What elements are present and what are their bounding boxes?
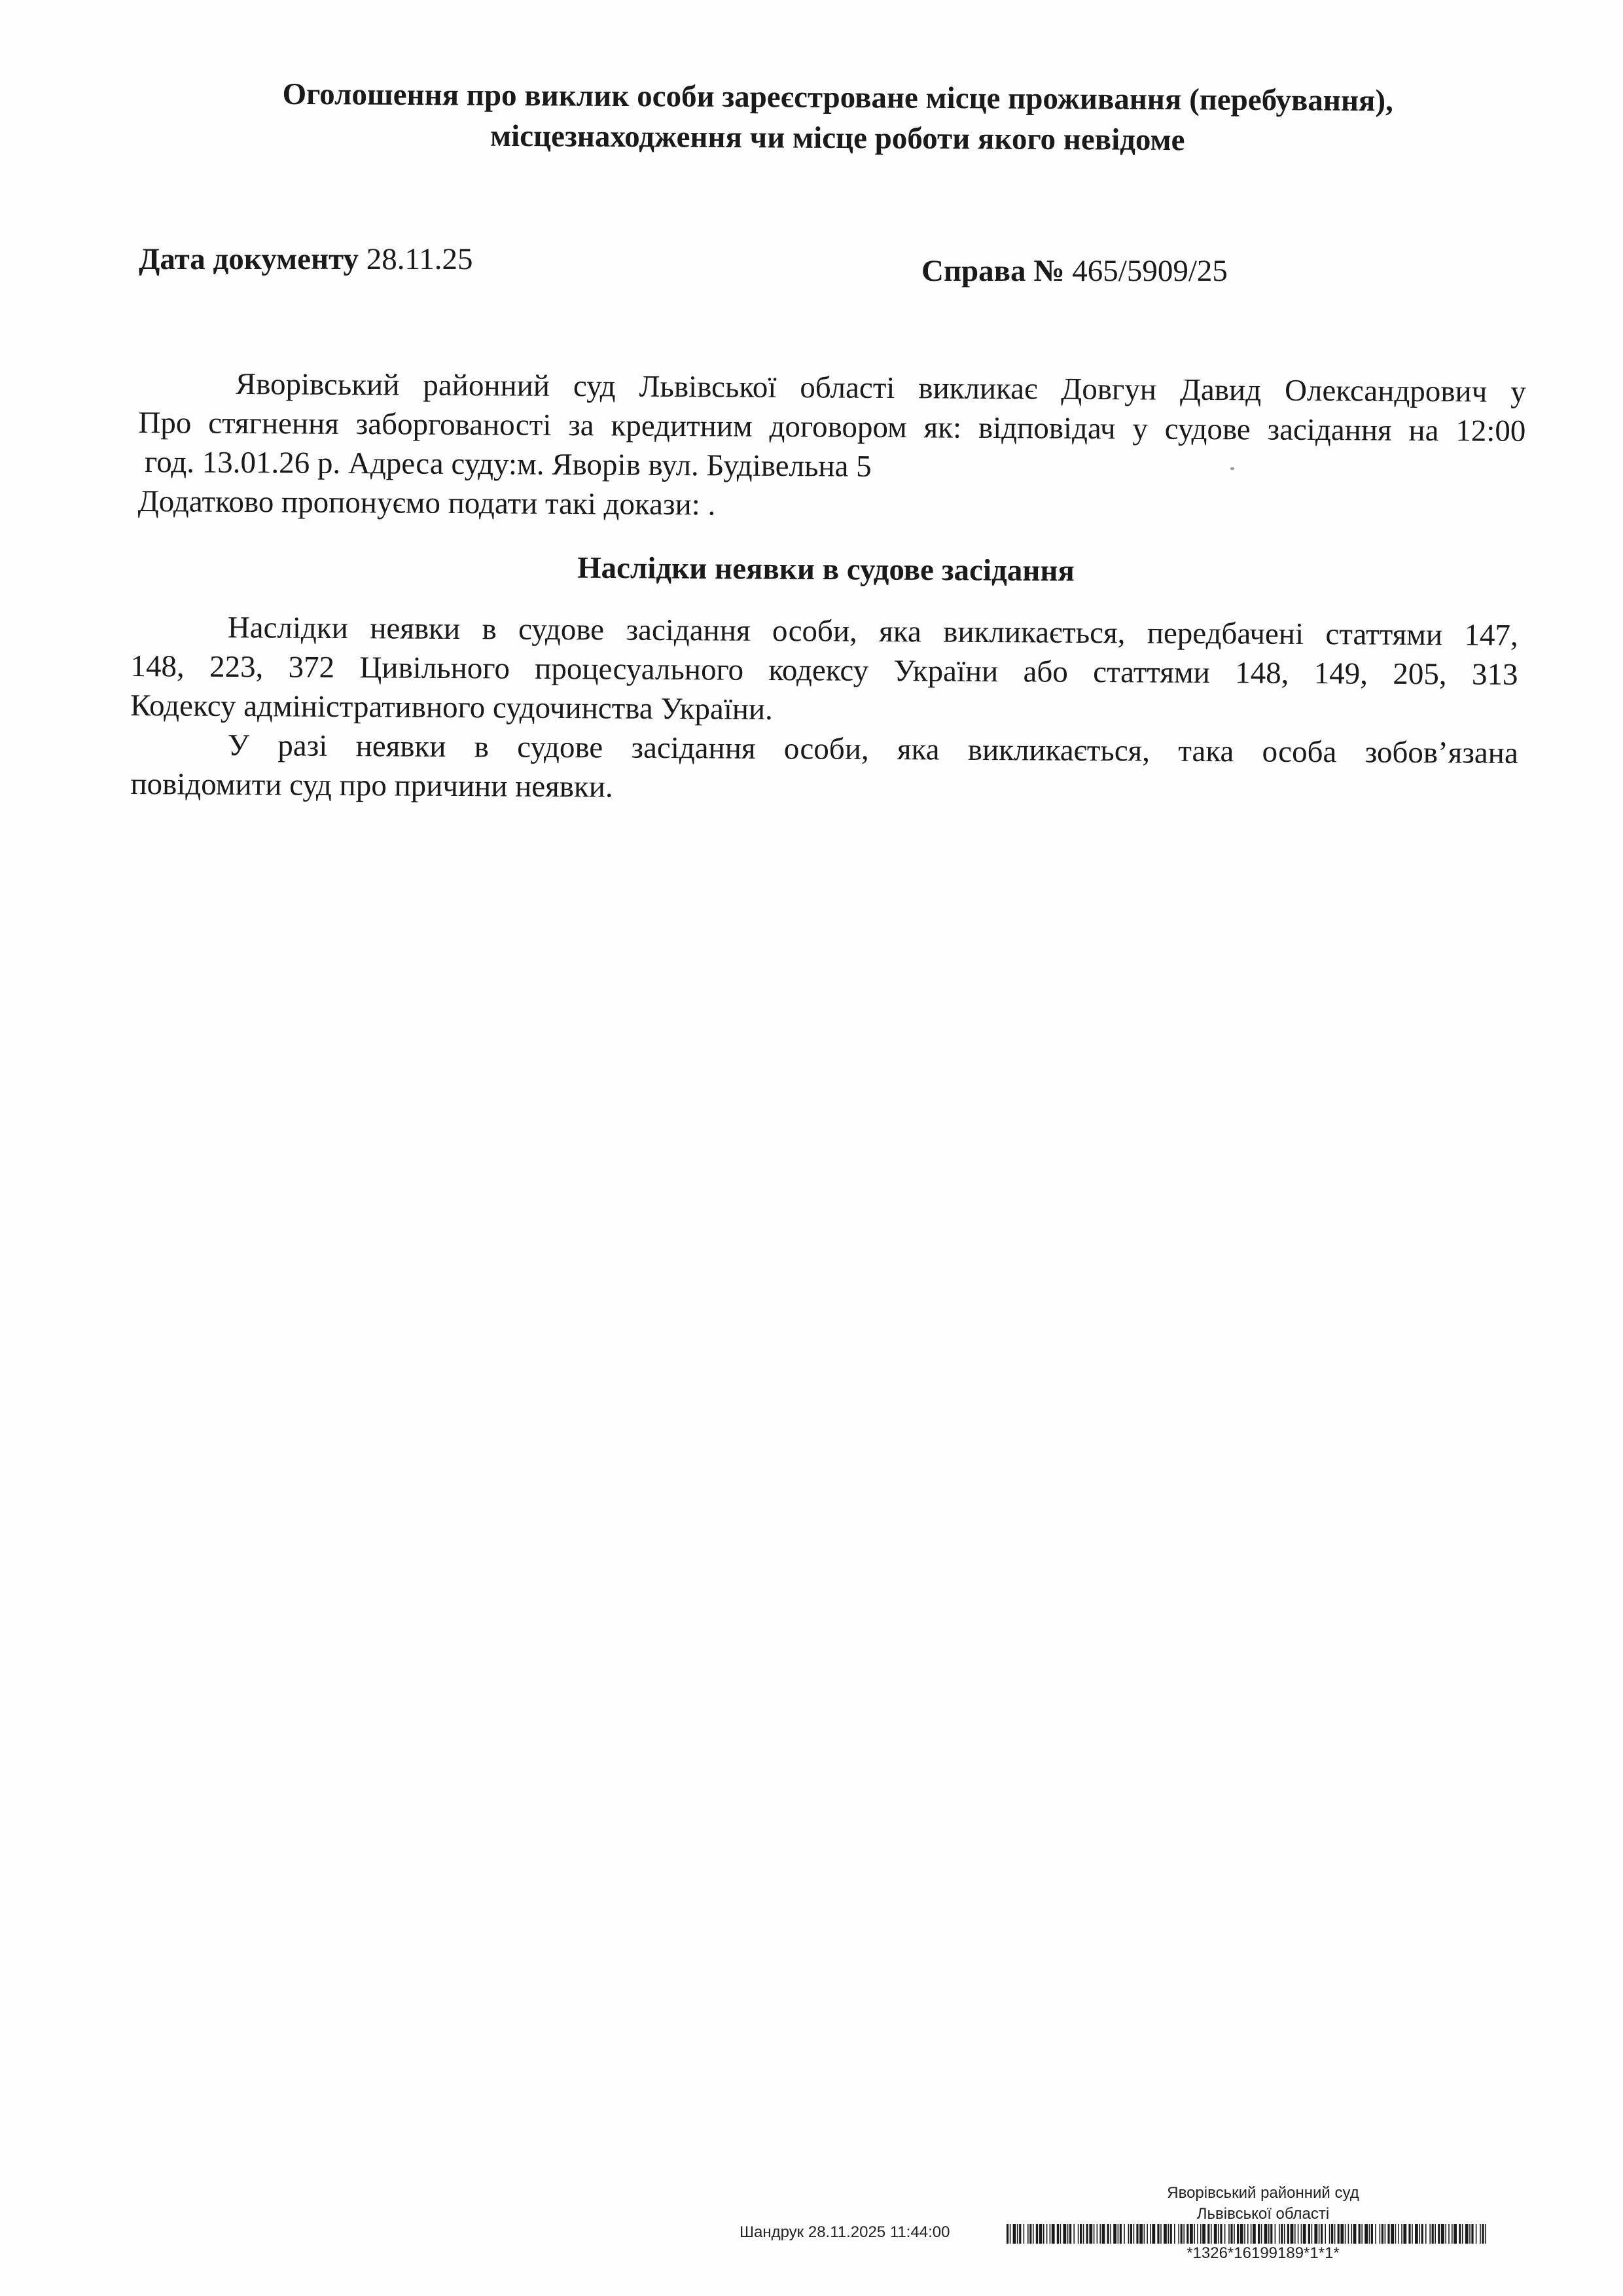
case-label: Справа № [921, 254, 1065, 288]
obligation-line-2: повідомити суд про причини неявки. [130, 766, 613, 804]
case-number [921, 251, 1228, 291]
consequences-paragraph [130, 607, 1518, 734]
date-value: 28.11.25 [366, 242, 473, 276]
registration-court: Яворівський районний суд [1167, 2184, 1359, 2202]
obligation-line-1: У разі неявки в судове засідання особи, яка викликається, така особа зобов’язана [227, 728, 1518, 770]
obligation-paragraph [130, 725, 1518, 812]
registration-stamp: Шандрук 28.11.2025 11:44:00 [740, 2223, 950, 2241]
summons-line-4: Додатково пропонуємо подати такі докази: . [137, 484, 716, 522]
consequences-line-2: 148, 223, 372 Цивільного процесуального кодексу України або статтями 148, 149, 205, 313 [130, 649, 1518, 692]
consequences-line-1: Наслідки неявки в судове засідання особи, яка викликається, передбачені статтями 147, [227, 610, 1518, 653]
summons-paragraph [138, 364, 1526, 529]
barcode-number: *1326*16199189*1*1* [1186, 2244, 1340, 2262]
registration-region: Львівської області [1196, 2205, 1330, 2223]
document-date [139, 240, 473, 279]
title-line-2: місцезнаходження чи місце роботи якого невідоме [490, 118, 1185, 158]
consequences-line-3: Кодексу адміністративного судочинства України. [130, 688, 774, 726]
date-label: Дата документу [139, 242, 359, 276]
case-value: 465/5909/25 [1072, 254, 1228, 288]
summons-line-2: Про стягнення заборгованості за кредитним договором як: відповідач у судове засідання на 12:00 [138, 405, 1526, 448]
summons-line-3: год. 13.01.26 р. Адреса суду:м. Яворів вул. Будівельна 5 [144, 445, 872, 484]
consequences-heading: Наслідки неявки в судове засідання [577, 550, 1075, 588]
summons-line-1: Яворівський районний суд Львівської області викликає Довгун Давид Олександрович у [235, 367, 1526, 409]
document-title [170, 73, 1506, 162]
title-line-1: Оголошення про виклик особи зареєстроване місце проживання (перебування), [282, 77, 1393, 118]
scan-speck [1230, 467, 1234, 470]
registration-barcode [1007, 2224, 1488, 2244]
